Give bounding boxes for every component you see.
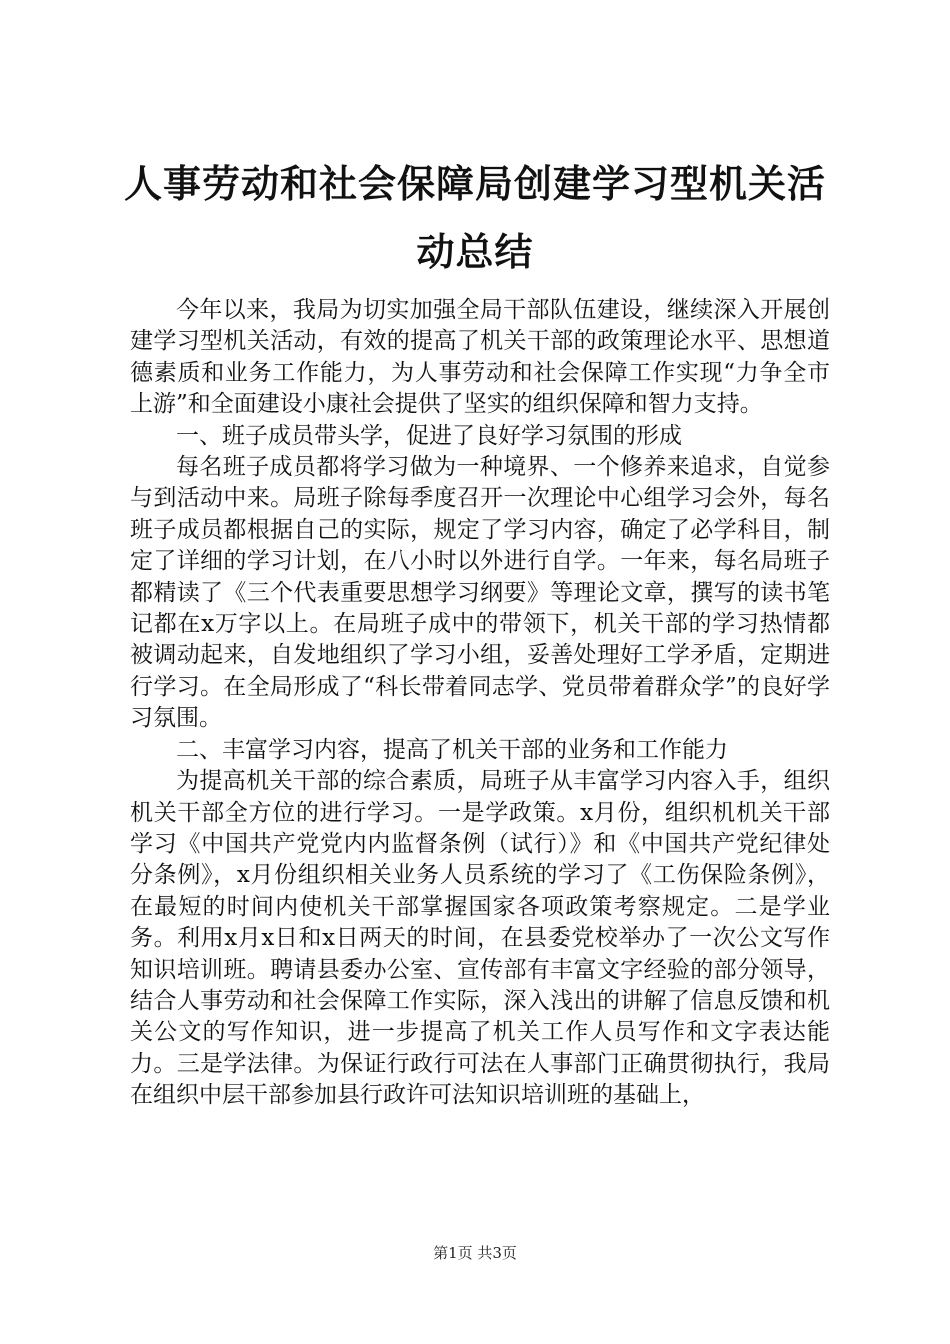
section-2-paragraph: 为提高机关干部的综合素质，局班子从丰富学习内容入手，组织机关干部全方位的进行学习。一是学政策。x月份，组织机机关干部学习《中国共产党党内内监督条例（试行）》和《中国共产党纪律处分条例》，x月份组织相关业务人员系统的学习了《工伤保险条例》，在最短的时间内使机关干部掌握国家各项政策考察规定。二是学业务。利用x月x日和x日两天的时间，在县委党校举办了一次公文写作知识培训班。聘请县委办公室、宣传部有丰富文字经验的部分领导，结合人事劳动和社会保障工作实际，深入浅出的讲解了信息反馈和机关公文的写作知识，进一步提高了机关工作人员写作和文字表达能力。三是学法律。为保证行政行可法在人事部门正确贯彻执行，我局在组织中层干部参加县行政许可法知识培训班的基础上，: [130, 768, 830, 1109]
document-body: [130, 295, 830, 1112]
page-footer: 第1页 共3页: [433, 1244, 517, 1262]
section-heading-2: 二、丰富学习内容，提高了机关干部的业务和工作能力: [176, 736, 728, 763]
section-heading-1: 一、班子成员带头学，促进了良好学习氛围的形成: [176, 422, 682, 449]
document-title: 人事劳动和社会保障局创建学习型机关活动总结: [123, 161, 826, 274]
section-1-paragraph: 每名班子成员都将学习做为一种境界、一个修养来追求，自觉参与到活动中来。局班子除每季度召开一次理论中心组学习会外，每名班子成员都根据自己的实际，规定了学习内容，确定了必学科目，制定了详细的学习计划，在八小时以外进行自学。一年来，每名局班子都精读了《三个代表重要思想学习纲要》等理论文章，撰写的读书笔记都在x万字以上。在局班子成中的带领下，机关干部的学习热情都被调动起来，自发地组织了学习小组，妥善处理好工学矛盾，定期进行学习。在全局形成了“科长带着同志学、党员带着群众学”的良好学习氛围。: [130, 454, 830, 732]
intro-paragraph: 今年以来，我局为切实加强全局干部队伍建设，继续深入开展创建学习型机关活动，有效的提高了机关干部的政策理论水平、思想道德素质和业务工作能力，为人事劳动和社会保障工作实现“力争全市上游”和全面建设小康社会提供了坚实的组织保障和智力支持。: [130, 297, 830, 418]
